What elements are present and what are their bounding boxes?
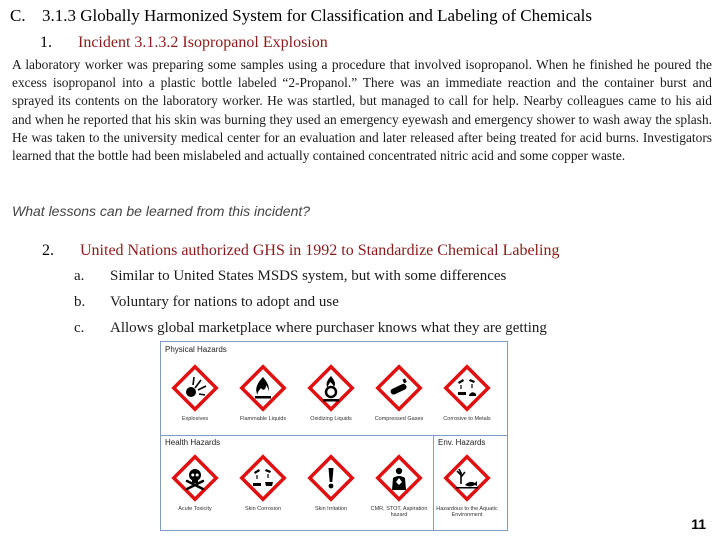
incident-number: 1. xyxy=(40,34,52,51)
subitem-text: Allows global marketplace where purchaser knows what they are getting xyxy=(110,320,547,336)
pictogram-caption: Flammable Liquids xyxy=(239,416,287,422)
subitem-c xyxy=(74,320,547,337)
health-hazard-icon xyxy=(375,454,423,502)
page-number: 11 xyxy=(691,516,706,532)
skull-crossbones-icon xyxy=(171,454,219,502)
ghs-item-number: 2. xyxy=(42,242,54,259)
flame-over-circle-icon xyxy=(307,364,355,412)
subitem-letter: c. xyxy=(74,320,85,336)
pictogram-caption: Explosives xyxy=(181,416,209,422)
ghs-item-title: United Nations authorized GHS in 1992 to Standardize Chemical Labeling xyxy=(80,242,560,259)
subitem-letter: b. xyxy=(74,294,86,310)
corrosion-icon xyxy=(443,364,491,412)
ghs-heading xyxy=(42,242,559,260)
section-title: 3.1.3 Globally Harmonized System for Classification and Labeling of Chemicals xyxy=(42,6,593,25)
physical-hazards-header: Physical Hazards xyxy=(165,345,227,354)
pictogram-caption: Acute Toxicity xyxy=(178,506,212,512)
pictogram-caption: Oxidizing Liquids xyxy=(310,416,352,422)
env-hazards-header: Env. Hazards xyxy=(438,438,486,447)
pictogram-caption: Skin Corrosion xyxy=(244,506,282,512)
subitem-b xyxy=(74,294,339,311)
pictogram-caption: Corrosive to Metals xyxy=(443,416,491,422)
ghs-pictogram-chart xyxy=(160,341,508,531)
section-heading xyxy=(10,6,592,26)
pictogram-caption: Hazardous to the Aquatic Environment xyxy=(436,506,498,518)
subitem-text: Similar to United States MSDS system, but with some differences xyxy=(110,268,507,284)
exploding-bomb-icon xyxy=(171,364,219,412)
subitem-text: Voluntary for nations to adopt and use xyxy=(110,294,339,310)
pictogram-caption: CMR, STOT, Aspiration hazard xyxy=(370,506,428,518)
health-hazards-header: Health Hazards xyxy=(165,438,221,447)
corrosion-icon xyxy=(239,454,287,502)
section-letter: C. xyxy=(10,6,26,25)
chart-divider xyxy=(161,435,507,436)
subitem-a xyxy=(74,268,506,285)
pictogram-caption: Compressed Gases xyxy=(374,416,424,422)
exclamation-mark-icon xyxy=(307,454,355,502)
chart-vertical-divider xyxy=(433,435,434,530)
incident-description: A laboratory worker was preparing some samples using a procedure that involved isopropanol. When he finished he poured the excess isopropanol into a plastic bottle labeled “2-Propanol.” There was an immediate reaction and the container burst and sprayed its contents on the laboratory worker. He was startled, but managed to call for help. Nearby colleagues came to his aid and when he reported that his skin was burning they used an emergency eyewash and emergency shower to wash away the splash. He was taken to the university medical center for an evaluation and later released after being treated for acid burns. Investigators learned that the bottle had been mislabeled and actually contained concentrated nitric acid and some copper waste. xyxy=(12,57,712,164)
subitem-letter: a. xyxy=(74,268,85,284)
environment-icon xyxy=(443,454,491,502)
pictogram-caption: Skin Irritation xyxy=(314,506,348,512)
gas-cylinder-icon xyxy=(375,364,423,412)
incident-heading xyxy=(40,34,328,52)
flame-icon xyxy=(239,364,287,412)
incident-question: What lessons can be learned from this incident? xyxy=(12,203,311,219)
incident-title: Incident 3.1.3.2 Isopropanol Explosion xyxy=(78,34,328,51)
